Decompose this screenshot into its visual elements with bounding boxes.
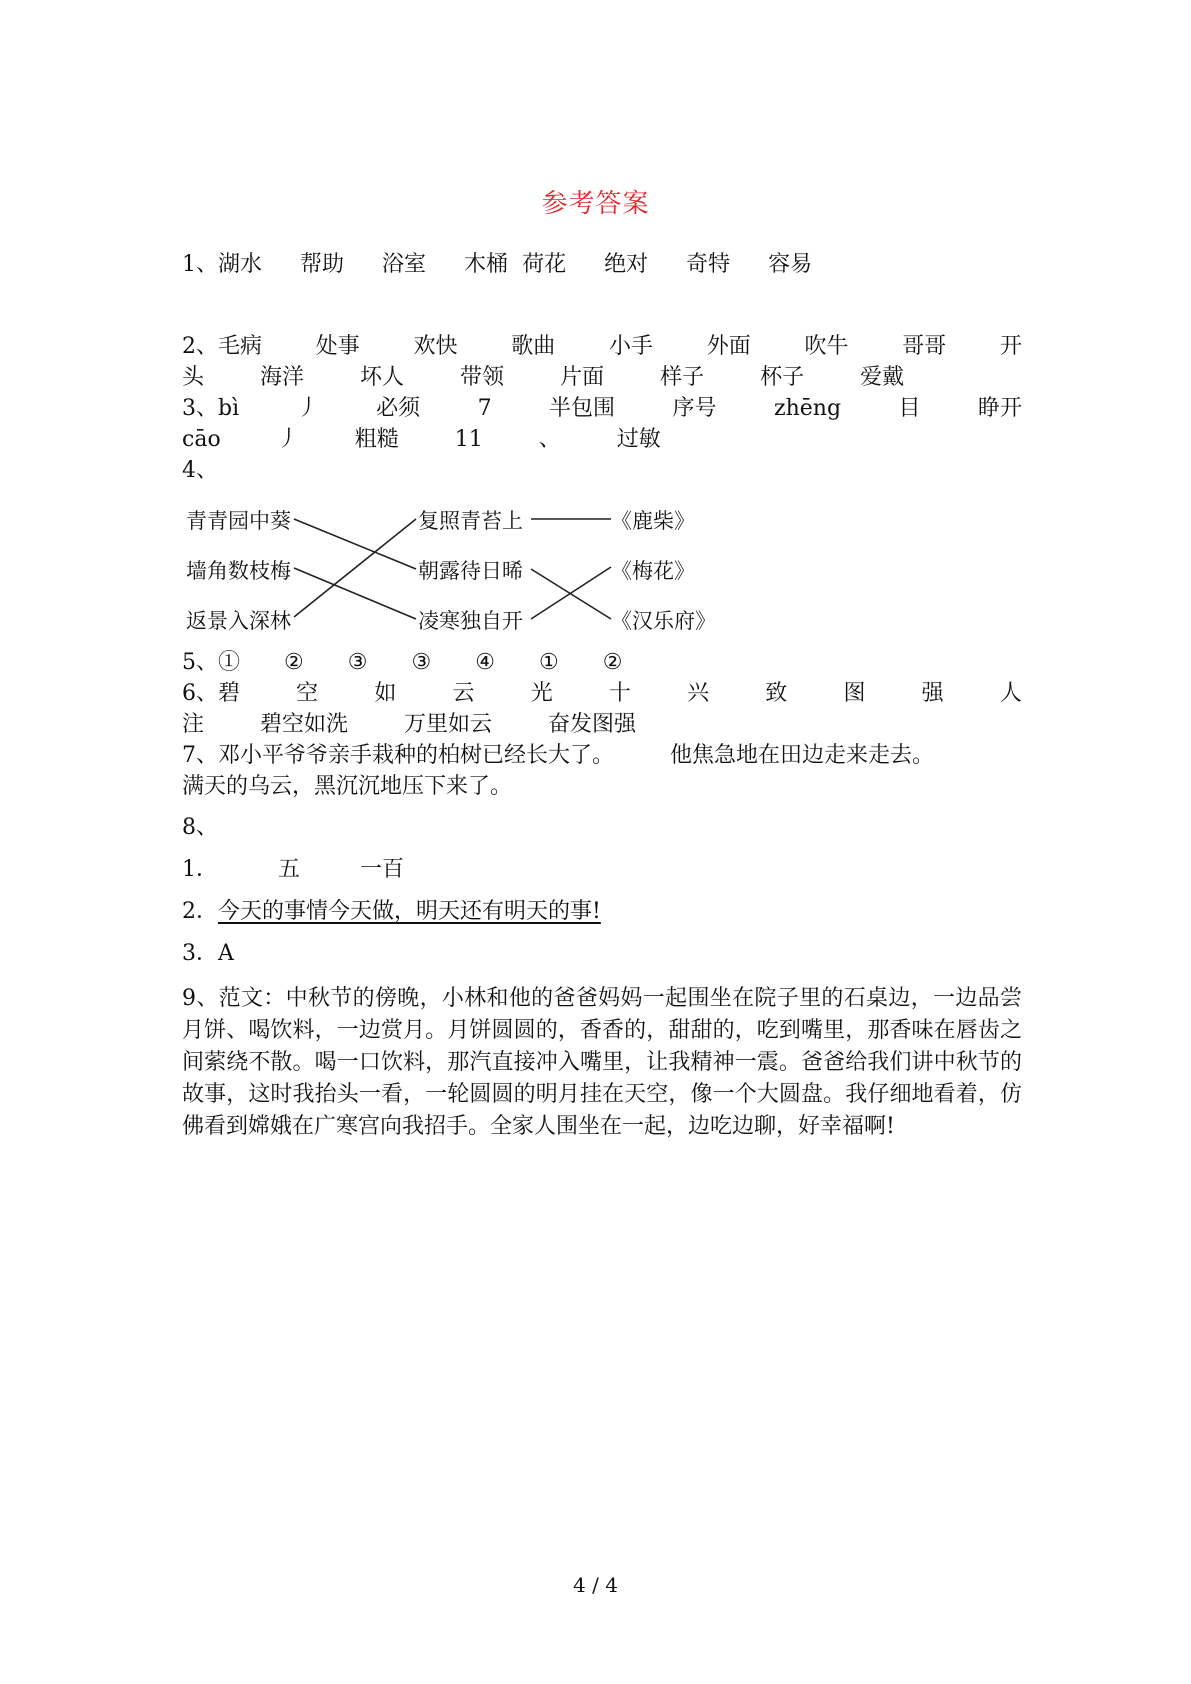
q2-word: 吹牛 [804,334,849,359]
q3-item: 7 [477,396,492,421]
matching-diagram [186,505,726,635]
q2-word: 小手 [608,334,653,359]
answer-8-1 [182,855,404,885]
q3-item: cāo [182,427,221,452]
q1-word: 容易 [768,252,813,277]
q2-word: 开 [999,334,1022,359]
q2-word: 头 [182,365,205,390]
q5-item: ③ [411,650,432,675]
q2-word: 样子 [660,365,705,390]
q5-item: ① [538,650,559,675]
q2-word: 片面 [560,365,605,390]
answer-4-label: 4、 [182,458,218,483]
q6-word: 奋发图强 [548,712,637,737]
q6-char: 十 [608,681,631,706]
q5-item: ① [218,650,241,675]
q6-word: 碧空如洗 [260,712,349,737]
answer-7-line-1 [182,741,934,771]
answer-2-line-1 [182,332,1022,362]
q6-char: 人 [999,681,1022,706]
q1-word: 绝对 [604,252,649,277]
match-line [294,519,416,617]
q3-item: 、 [538,427,561,452]
q1-word: 木桶 [464,252,509,277]
q6-char: 如 [374,681,397,706]
answer-1 [182,250,850,280]
poem-line: 凌寒独自开 [418,609,523,633]
q6-char: 强 [921,681,944,706]
q2-word: 哥哥 [902,334,947,359]
q1-word: 浴室 [382,252,427,277]
poem-title: 《梅花》 [611,559,695,583]
q3-item: 半包围 [549,396,616,421]
q6-char: 致 [765,681,788,706]
q3-item: zhēng [774,396,842,421]
answer-8-3 [182,939,234,969]
q6-char: 光 [530,681,553,706]
q8-answer: 一百 [360,857,405,882]
match-line [294,568,416,619]
q2-word: 爱戴 [860,365,905,390]
q3-item: 11 [454,427,483,452]
q3-item: 过敏 [616,427,661,452]
q2-word: 欢快 [413,334,458,359]
q6-char: 空 [296,681,319,706]
q1-word: 奇特 [686,252,731,277]
q8-answer: A [218,941,234,966]
q7-sentence: 7、邓小平爷爷亲手栽种的柏树已经长大了。 [182,743,614,768]
q7-sentence: 他焦急地在田边走来走去。 [670,743,935,768]
q1-word: 湖水 [218,252,263,277]
poem-line: 返景入深林 [186,609,291,633]
q3-item: 睁开 [977,396,1022,421]
q1-prefix: 1、 [182,252,218,277]
q2-word: 坏人 [360,365,405,390]
page-title: 参考答案 [541,189,650,219]
q3-item: 目 [898,396,921,421]
q5-prefix: 5、 [182,650,218,675]
answer-9-essay: 9、范文：中秋节的傍晚，小林和他的爸爸妈妈一起围坐在院子里的石桌边，一边品尝月饼、喝饮料，一边赏月。月饼圆圆的，香香的，甜甜的，吃到嘴里，那香味在唇齿之间萦绕不散。喝一口饮料，那汽直接冲入嘴里，让我精神一震。爸爸给我们讲中秋节的故事，这时我抬头一看，一轮圆圆的明月挂在天空，像一个大圆盘。我仔细地看着，仿佛看到嫦娥在广寒宫向我招手。全家人围坐在一起，边吃边聊，好幸福啊! [182,986,1022,1139]
q5-item: ④ [475,650,495,675]
q1-word: 荷花 [522,252,567,277]
q5-item: ③ [347,650,368,675]
q3-item: 丿 [296,396,319,421]
poem-line: 青青园中葵 [186,509,291,533]
q8-num: 3． [182,941,218,966]
q6-word: 注 [182,712,205,737]
q6-char: 6、碧 [182,681,240,706]
page-number: 4 / 4 [573,1573,618,1597]
q2-word: 2、毛病 [182,334,262,359]
q8-num: 1． [182,857,218,882]
poem-line: 朝露待日晞 [418,559,523,583]
poem-title: 《鹿柴》 [611,509,695,533]
q2-word: 海洋 [260,365,305,390]
q2-word: 处事 [315,334,360,359]
q2-word: 外面 [706,334,751,359]
q8-answer: 今天的事情今天做，明天还有明天的事! [218,899,601,924]
q1-word: 帮助 [300,252,345,277]
q2-word: 带领 [460,365,505,390]
q8-answer: 五 [278,857,301,882]
q6-char: 云 [452,681,475,706]
answer-8-label: 8、 [182,815,218,840]
q5-item: ② [602,650,623,675]
match-line [294,519,416,569]
poem-title: 《汉乐府》 [611,609,716,633]
q6-char: 兴 [687,681,710,706]
q3-item: 粗糙 [354,427,399,452]
answer-6-line-2 [182,710,1022,740]
answer-5 [182,648,666,678]
q3-item: 3、bì [182,396,240,421]
q6-char: 图 [843,681,866,706]
q8-num: 2． [182,899,218,924]
answer-2-line-2 [182,363,1022,393]
q2-word: 杯子 [760,365,805,390]
q3-item: 丿 [276,427,299,452]
q5-item: ② [284,650,304,675]
q6-word: 万里如云 [404,712,493,737]
q3-item: 序号 [672,396,717,421]
answer-8-2 [182,897,601,927]
answer-7-line-2: 满天的乌云，黑沉沉地压下来了。 [182,774,513,799]
answer-6-line-1 [182,679,1022,709]
q3-item: 必须 [376,396,421,421]
q2-word: 歌曲 [511,334,556,359]
poem-line: 墙角数枝梅 [186,559,291,583]
poem-line: 复照青苔上 [418,509,523,533]
answer-3-line-1 [182,394,1022,424]
answer-3-line-2 [182,425,1022,455]
